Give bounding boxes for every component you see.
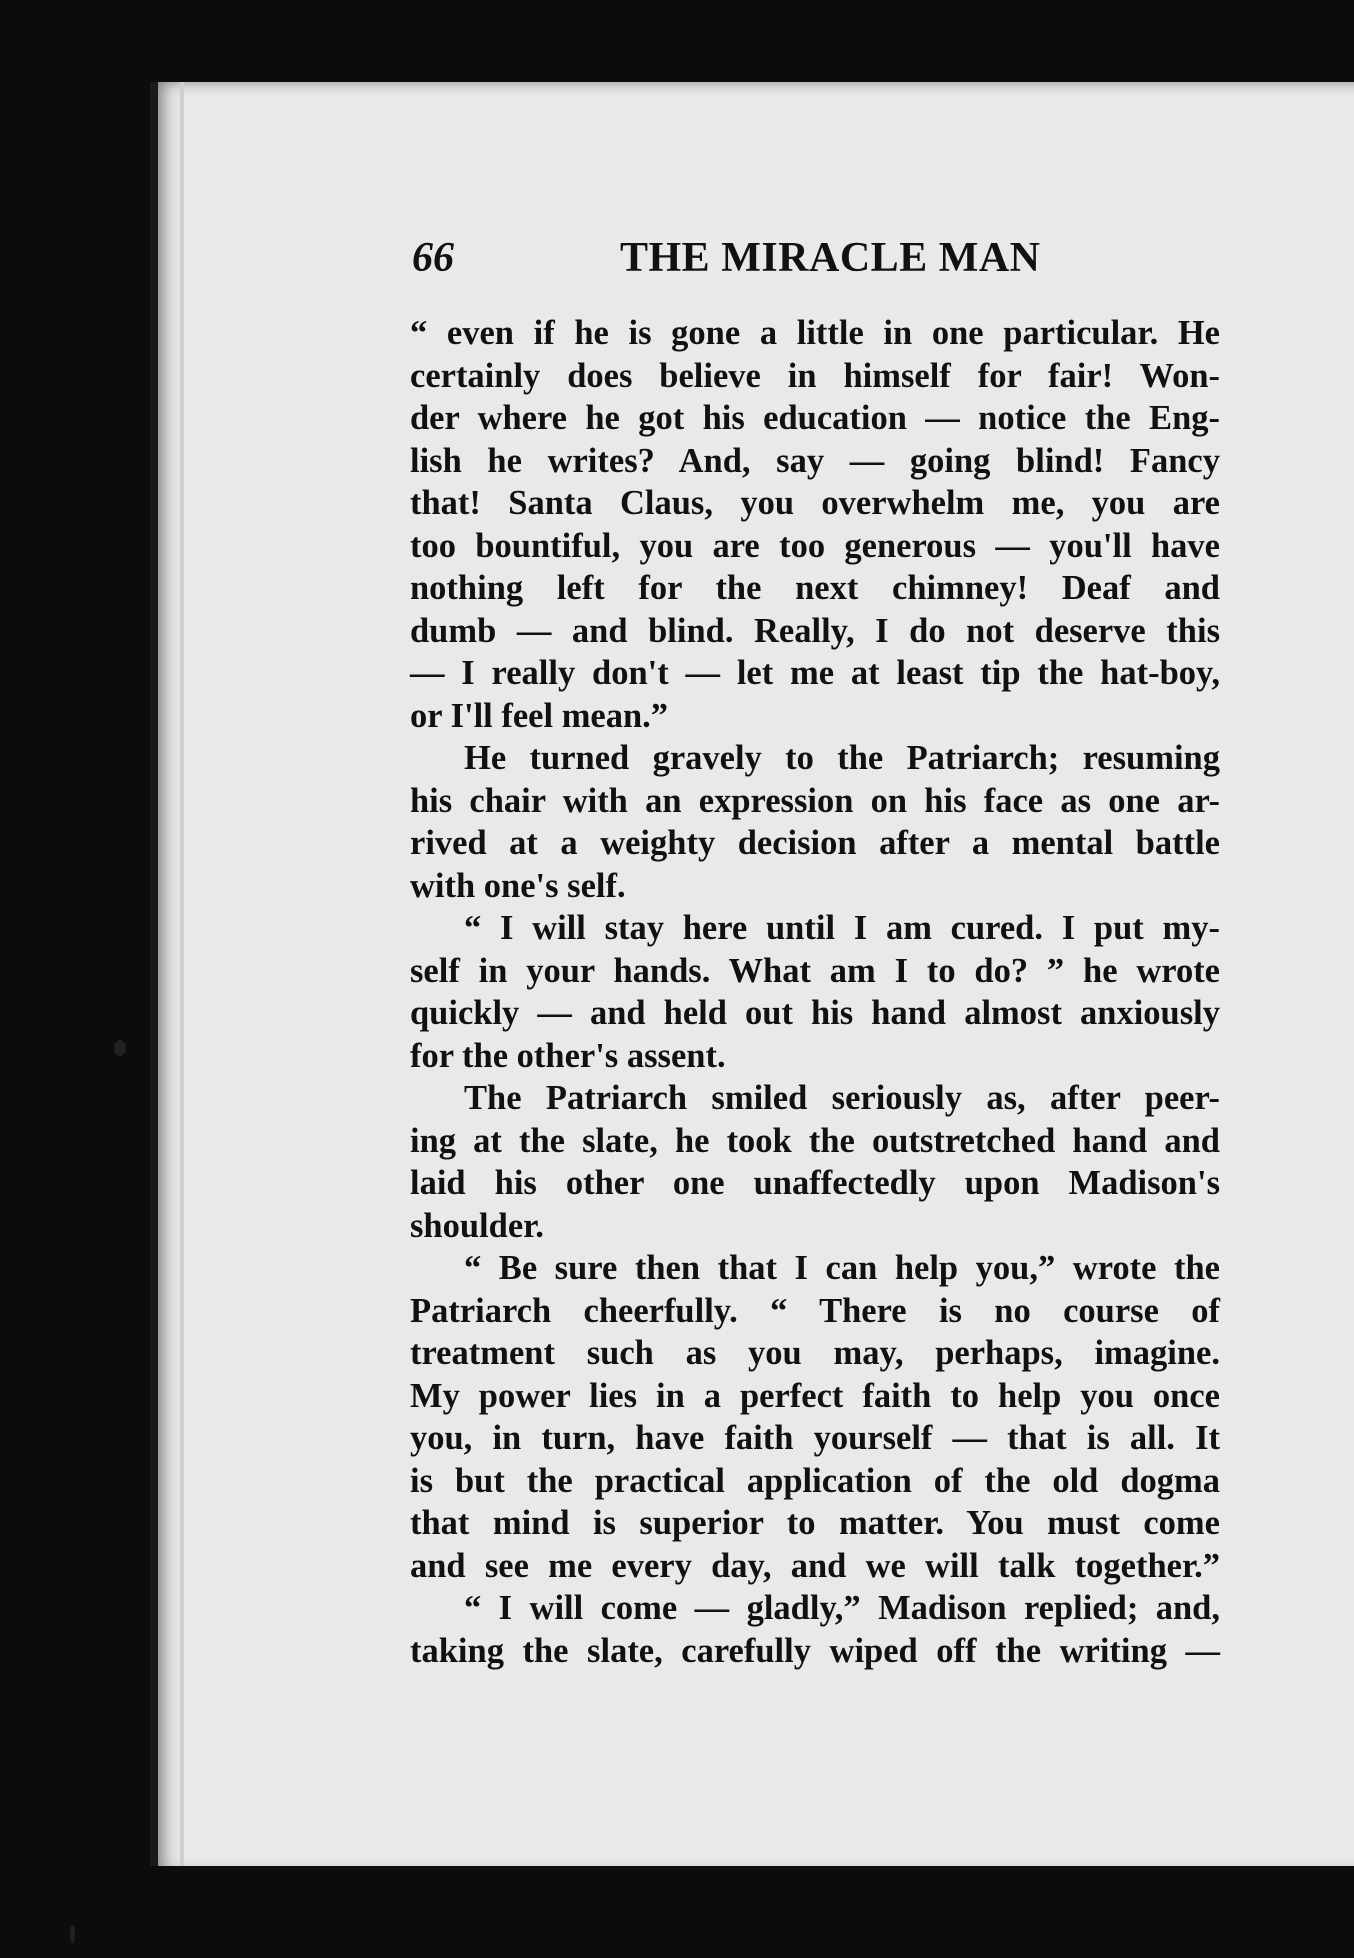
margin-speck <box>114 1040 126 1056</box>
text-line: with one's self. <box>410 866 626 905</box>
text-line: self in your hands. What am I to do? ” he wrote <box>410 951 1220 990</box>
page-number: 66 <box>412 235 454 281</box>
text-line: laid his other one unaffectedly upon Madison's <box>410 1164 1220 1202</box>
text-line: My power lies in a perfect faith to help you once <box>410 1376 1220 1415</box>
text-line: or I'll feel mean.” <box>410 696 669 735</box>
text-line: rived at a weighty decision after a mental battle <box>410 824 1220 862</box>
text-line: lish he writes? And, say — going blind! Fancy <box>410 441 1220 480</box>
text-line: The Patriarch smiled seriously as, after peer- <box>464 1079 1220 1117</box>
text-line: “ Be sure then that I can help you,” wrote the <box>464 1249 1220 1287</box>
text-line: — I really don't — let me at least tip the hat-boy, <box>410 654 1220 692</box>
text-line: quickly — and held out his hand almost anxiously <box>410 994 1220 1032</box>
text-line: that! Santa Claus, you overwhelm me, you are <box>410 484 1220 522</box>
text-line: Patriarch cheerfully. “ There is no course of <box>410 1291 1220 1330</box>
text-line: that mind is superior to matter. You must come <box>410 1504 1220 1542</box>
text-line: dumb — and blind. Really, I do not deserve this <box>410 611 1220 650</box>
text-line: “ I will come — gladly,” Madison replied; and, <box>464 1589 1220 1627</box>
text-line: He turned gravely to the Patriarch; resuming <box>464 739 1220 777</box>
text-line: for the other's assent. <box>410 1036 726 1075</box>
text-line: too bountiful, you are too generous — you'll have <box>410 526 1220 565</box>
text-line: nothing left for the next chimney! Deaf and <box>410 569 1220 607</box>
text-line: der where he got his education — notice the Eng- <box>410 399 1220 437</box>
text-line: you, in turn, have faith yourself — that is all. It <box>410 1419 1220 1457</box>
running-head <box>412 228 1052 288</box>
text-line: is but the practical application of the old dogma <box>410 1461 1220 1500</box>
text-line: certainly does believe in himself for fair! Won- <box>410 356 1220 395</box>
text-line: ing at the slate, he took the outstretched hand and <box>410 1121 1220 1160</box>
text-line: shoulder. <box>410 1206 544 1245</box>
text-line: his chair with an expression on his face as one ar- <box>410 781 1220 820</box>
body-text <box>410 312 1220 1672</box>
text-line: treatment such as you may, perhaps, imagine. <box>410 1334 1220 1372</box>
margin-speck <box>70 1925 75 1943</box>
text-line: taking the slate, carefully wiped off the writing — <box>410 1631 1220 1670</box>
text-line: and see me every day, and we will talk together.” <box>410 1546 1220 1585</box>
text-line: “ I will stay here until I am cured. I put my- <box>464 909 1220 947</box>
running-title: THE MIRACLE MAN <box>620 235 1041 281</box>
text-line: “ even if he is gone a little in one particular. He <box>410 314 1220 352</box>
